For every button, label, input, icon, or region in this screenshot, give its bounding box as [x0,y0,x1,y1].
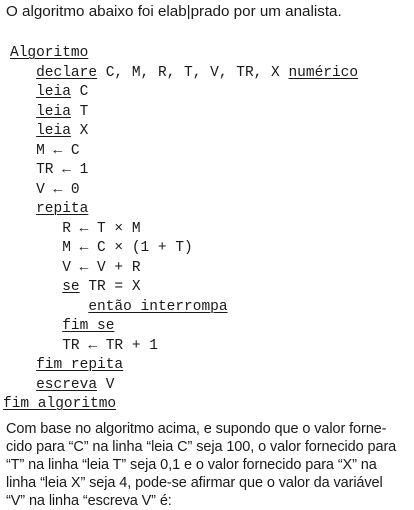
code-line [10,337,414,357]
code-line [10,181,414,201]
code-keyword: leia [36,103,71,120]
code-text: TR ← 1 [10,162,89,178]
code-line [10,122,414,142]
code-text: C [70,84,89,100]
code-text [10,123,36,139]
code-line [10,298,414,318]
code-line [10,376,414,396]
code-keyword: leia [36,123,71,139]
code-text [10,299,88,315]
code-text [10,65,36,81]
code-line [10,317,414,337]
code-line [10,161,414,181]
code-text: M ← C × (1 + T) [10,240,193,256]
question-line: linha “leia X” seja 4, pode-se afirmar que o valor da variável [6,475,383,491]
code-line [10,44,414,64]
code-text: T [70,103,89,120]
question-text [6,420,411,510]
code-keyword: fim repita [36,357,124,373]
code-line [10,220,414,240]
question-line: cido para “C” na linha “leia C” seja 100, o valor fornecido para [6,439,397,455]
code-text: R ← T × M [10,220,141,237]
code-line [10,239,414,259]
code-line [10,83,414,103]
code-keyword: leia [36,84,71,100]
code-line [10,64,414,84]
code-text [10,318,62,334]
code-keyword: escreva [36,376,98,393]
code-line [3,395,414,415]
code-line [10,278,414,298]
code-line [10,200,414,220]
code-text [10,279,62,295]
question-line: Com base no algoritmo acima, e supondo que o valor forne- [6,421,387,437]
code-text [10,104,36,120]
intro-text: O algoritmo abaixo foi elab|prado por um analista. [6,3,342,20]
code-text [10,84,36,100]
code-keyword: fim algoritmo [3,396,117,412]
code-text: TR ← TR + 1 [10,337,158,354]
question-line: “V” na linha “escreva V” é: [6,493,172,509]
code-line [10,142,414,162]
code-text: V [97,376,115,393]
code-keyword: declare [36,64,98,81]
code-keyword: repita [36,201,89,217]
code-text: V ← 0 [10,181,80,198]
code-text: V ← V + R [10,259,141,276]
algorithm-listing [3,44,414,415]
code-text [10,357,36,373]
code-keyword: Algoritmo [10,45,89,61]
code-text [10,201,36,217]
code-keyword: então interrompa [88,298,228,315]
code-text: X [70,123,89,139]
code-keyword: numérico [288,64,359,81]
code-line [10,259,414,279]
code-text [10,377,36,393]
question-line: “T” na linha “leia T” seja 0,1 e o valor fornecido para “X” na [6,457,377,473]
code-text: M ← C [10,142,80,159]
code-keyword: fim se [62,318,115,334]
code-text: TR = X [79,279,141,295]
code-keyword: se [62,279,80,295]
code-text: C, M, R, T, V, TR, X [97,64,289,81]
code-line [10,356,414,376]
code-line [10,103,414,123]
